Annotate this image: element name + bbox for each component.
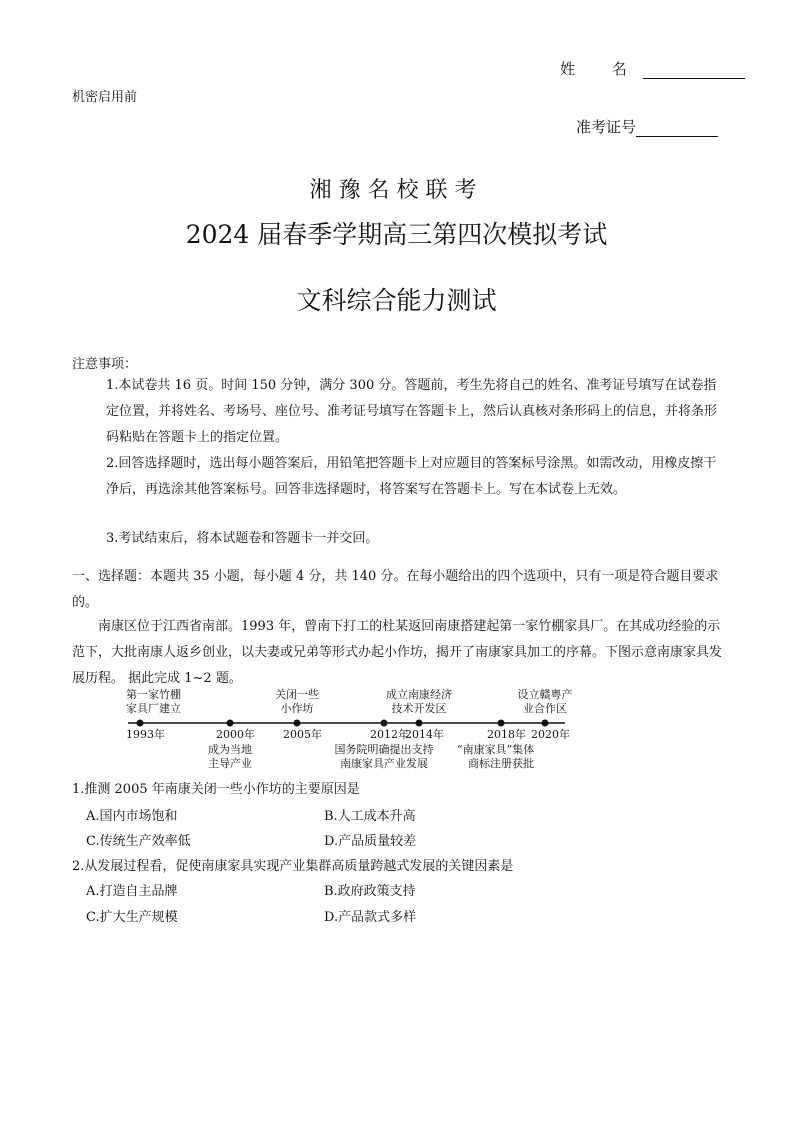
question-option[interactable]: D.产品质量较差: [324, 834, 417, 849]
timeline-dot: [381, 720, 388, 727]
section-heading: 一、选择题：本题共 35 小题，每小题 4 分，共 140 分。在每小题给出的四个选项中，只有一项是符合题目要求的。: [72, 569, 719, 610]
question-option[interactable]: B.政府政策支持: [324, 884, 416, 899]
timeline-event-label: 南康家具产业发展: [340, 757, 428, 770]
exam-number-field[interactable]: [576, 116, 718, 137]
timeline-year: 2000年: [216, 728, 255, 741]
timeline-year: 2014年: [405, 728, 444, 741]
passage: 南康区位于江西省南部。1993 年，曾南下打工的杜某返回南康搭建起第一家竹棚家具厂。在其成功经验的示范下，大批南康人返乡创业，以夫妻或兄弟等形式办起小作坊，揭开了南康家具加工的序幕。下图示意南康家具发展历程。 据此完成 1~2 题。: [72, 619, 723, 686]
exam-title: 2024 届春季学期高三第四次模拟考试: [185, 220, 608, 249]
timeline-year: 2005年: [283, 728, 322, 741]
timeline-dot: [294, 720, 301, 727]
name-blank[interactable]: [643, 62, 745, 79]
timeline-dot: [416, 720, 423, 727]
timeline-event-label: 设立赣粤产: [517, 688, 573, 701]
note-item: 1.本试卷共 16 页。时间 150 分钟，满分 300 分。答题前，考生先将自己的姓名、准考证号填写在试卷指定位置，并将姓名、考场号、座位号、准考证号填写在答题卡上，然后认真核对条形码上的信息，并将条形码粘贴在答题卡上的指定位置。: [106, 378, 718, 445]
exam-number-label: 准考证号: [576, 118, 637, 136]
question-option[interactable]: C.传统生产效率低: [86, 834, 191, 849]
timeline-event-label: 成为当地: [208, 743, 252, 756]
timeline-event-label: 技术开发区: [391, 702, 447, 715]
timeline-dot: [542, 720, 549, 727]
name-field[interactable]: [560, 58, 745, 79]
timeline-event-label: 第一家竹棚: [126, 688, 181, 701]
timeline-event-label: 业合作区: [523, 702, 567, 715]
question-option[interactable]: C.扩大生产规模: [86, 910, 178, 925]
timeline-year: 1993年: [126, 728, 165, 741]
timeline-year: 2020年: [531, 728, 570, 741]
timeline-year: 2018年: [487, 728, 526, 741]
subject-title: 文科综合能力测试: [296, 286, 497, 315]
confidential-label: 机密启用前: [72, 90, 138, 105]
timeline-event-label: 国务院明确提出支持: [334, 743, 434, 756]
question-option[interactable]: A.打造自主品牌: [86, 884, 178, 899]
timeline-dot: [227, 720, 234, 727]
question-option[interactable]: A.国内市场饱和: [86, 809, 178, 824]
timeline-dot: [137, 720, 144, 727]
timeline-event-label: 小作坊: [280, 702, 314, 715]
question-option[interactable]: B.人工成本升高: [324, 809, 416, 824]
timeline-event-label: 商标注册获批: [468, 757, 534, 770]
question-stem: 2.从发展过程看，促使南康家具实现产业集群高质量跨越式发展的关键因素是: [72, 859, 514, 874]
timeline-year: 2012年: [370, 728, 409, 741]
exam-alliance-title: 湘豫名校联考: [309, 178, 484, 203]
name-label: 姓 名: [560, 60, 643, 78]
timeline-event-label: “南康家具”集体: [457, 743, 535, 756]
timeline-event-label: 成立南康经济: [386, 688, 452, 701]
notes-heading: 注意事项：: [72, 357, 138, 372]
timeline-event-label: 关闭一些: [275, 688, 319, 701]
note-item: 3.考试结束后，将本试题卷和答题卡一并交回。: [106, 531, 379, 546]
timeline-dot: [498, 720, 505, 727]
timeline-event-label: 主导产业: [208, 757, 252, 770]
note-item: 2.回答选择题时，选出每小题答案后，用铅笔把答题卡上对应题目的答案标号涂黑。如需改动，用橡皮擦干净后，再选涂其他答案标号。回答非选择题时，将答案写在答题卡上。写在本试卷上无效。: [106, 456, 717, 497]
timeline-event-label: 家具厂建立: [126, 702, 181, 715]
question-stem: 1.推测 2005 年南康关闭一些小作坊的主要原因是: [72, 782, 360, 797]
exam-number-blank[interactable]: [636, 120, 718, 137]
question-option[interactable]: D.产品款式多样: [324, 910, 417, 925]
